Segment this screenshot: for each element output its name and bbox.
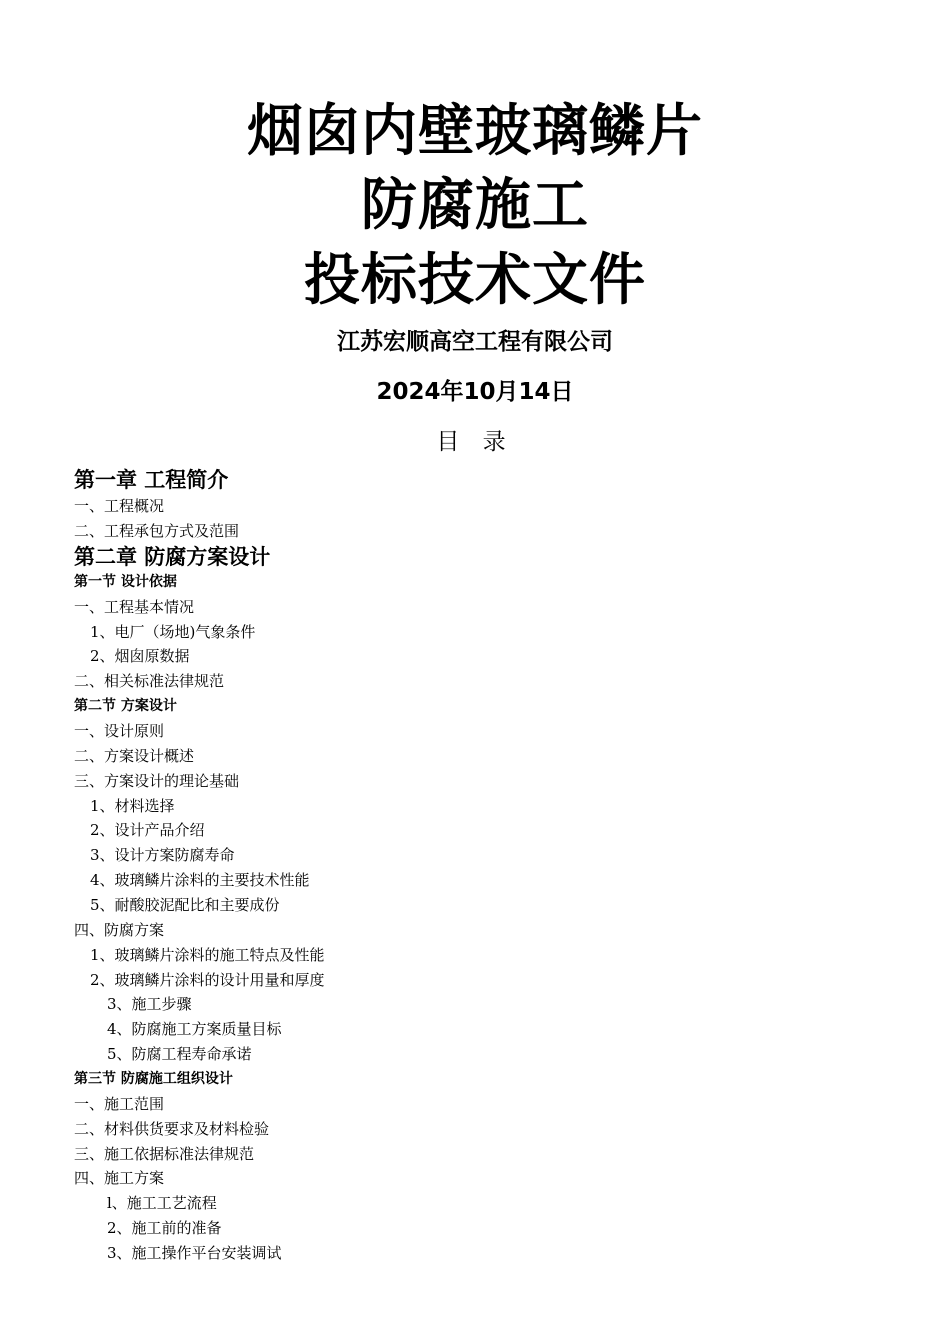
toc-entry-1: 一、工程基本情况 [74, 597, 195, 616]
toc-entry-3: 3、施工操作平台安装调试 [107, 1243, 282, 1262]
company-name: 江苏宏顺高空工程有限公司 [337, 329, 613, 355]
cover-title-line-1: 烟囱内壁玻璃鳞片 [247, 99, 703, 164]
toc-entry-2: 5、耐酸胶泥配比和主要成份 [90, 895, 280, 914]
cover-title-line-2: 防腐施工 [361, 173, 589, 238]
toc-entry-2: 1、玻璃鳞片涂料的施工特点及性能 [90, 945, 325, 964]
cover-title-line-3: 投标技术文件 [304, 248, 646, 313]
toc-entry-1: 一、工程概况 [74, 497, 165, 515]
toc-entry-3: 3、施工步骤 [107, 995, 192, 1014]
toc-entry-1: 二、相关标准法律规范 [74, 672, 225, 691]
toc-entry-3: l、施工工艺流程 [107, 1194, 217, 1213]
toc-entry-1: 四、施工方案 [74, 1169, 165, 1188]
toc-entry-3: 4、防腐施工方案质量目标 [107, 1020, 282, 1039]
toc-entry-2: 1、材料选择 [90, 796, 175, 815]
toc-entry-section: 第三节 防腐施工组织设计 [74, 1070, 233, 1087]
toc-entry-3: 5、防腐工程寿命承诺 [107, 1045, 252, 1064]
toc-entry-2: 2、玻璃鳞片涂料的设计用量和厚度 [90, 970, 325, 989]
table-of-contents [74, 466, 894, 1266]
toc-entry-chapter: 第二章 防腐方案设计 [74, 544, 271, 569]
toc-entry-section: 第一节 设计依据 [74, 573, 177, 590]
document-date: 2024年10月14日 [376, 379, 574, 405]
toc-entry-1: 一、设计原则 [74, 722, 165, 741]
toc-entry-1: 三、方案设计的理论基础 [74, 771, 240, 790]
toc-entry-2: 4、玻璃鳞片涂料的主要技术性能 [90, 871, 310, 890]
toc-entry-2: 2、设计产品介绍 [90, 821, 205, 840]
toc-entry-1: 四、防腐方案 [74, 920, 165, 939]
toc-heading: 目 录 [436, 429, 514, 455]
toc-entry-1: 一、施工范围 [74, 1094, 165, 1113]
toc-entry-section: 第二节 方案设计 [74, 698, 177, 715]
toc-entry-3: 2、施工前的准备 [107, 1219, 222, 1238]
toc-entry-2: 3、设计方案防腐寿命 [90, 846, 235, 865]
toc-entry-2: 2、烟囱原数据 [90, 647, 190, 666]
toc-entry-1: 二、工程承包方式及范围 [74, 521, 240, 540]
toc-entry-1: 三、施工依据标准法律规范 [74, 1144, 255, 1163]
toc-entry-chapter: 第一章 工程简介 [74, 468, 229, 492]
toc-entry-1: 二、方案设计概述 [74, 746, 195, 765]
toc-entry-2: 1、电厂（场地)气象条件 [90, 622, 256, 641]
toc-entry-1: 二、材料供货要求及材料检验 [74, 1119, 270, 1138]
